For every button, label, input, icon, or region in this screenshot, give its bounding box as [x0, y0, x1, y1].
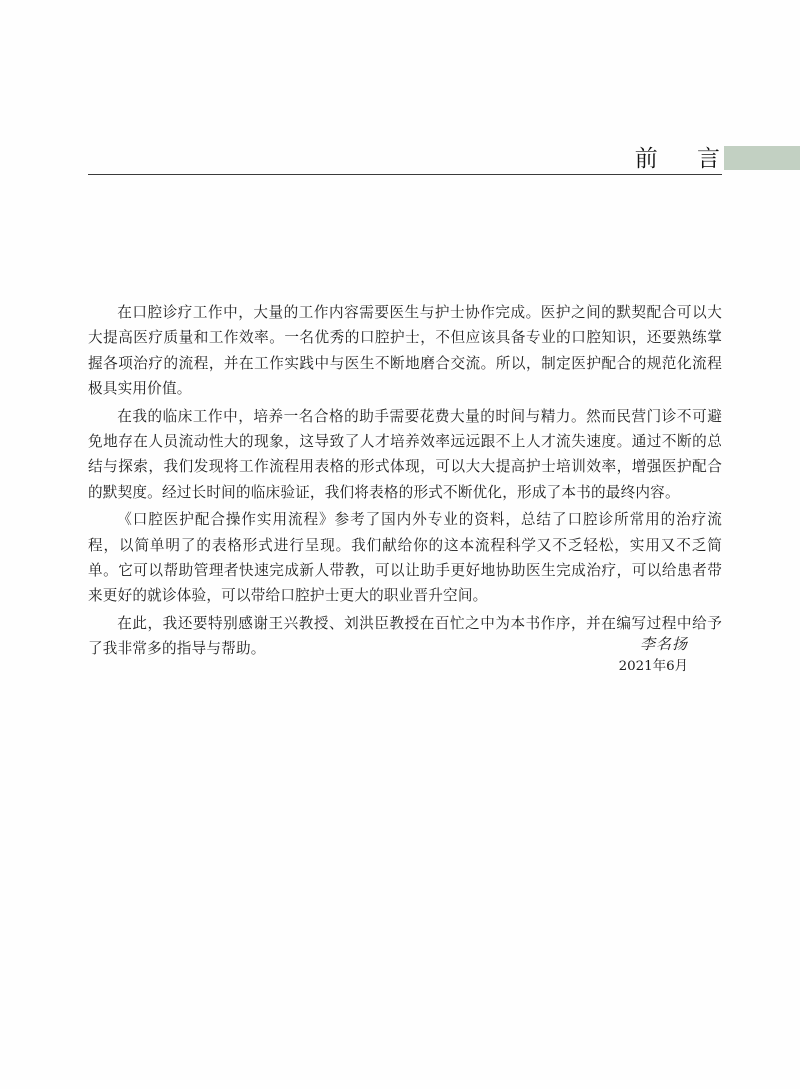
- header-divider: [88, 174, 722, 175]
- paragraph: 在此，我还要特别感谢王兴教授、刘洪臣教授在百忙之中为本书作序，并在编写过程中给予了我非常多的指导与帮助。: [88, 614, 722, 658]
- paragraph: 在我的临床工作中，培养一名合格的助手需要花费大量的时间与精力。然而民营门诊不可避免地存在人员流动性大的现象，这导致了人才培养效率远远跟不上人才流失速度。通过不断的总结与探索，我们发现将工作流程用表格的形式体现，可以大大提高护士培训效率，增强医护配合的默契度。经过长时间的临床验证，我们将表格的形式不断优化，形成了本书的最终内容。: [88, 407, 722, 501]
- header-accent-swatch: [724, 146, 800, 170]
- author-name: 李名扬: [639, 635, 688, 653]
- page-header: [0, 128, 800, 188]
- preface-body: [88, 300, 722, 664]
- signature-date: 2021年6月: [618, 659, 688, 674]
- signature-block: [88, 632, 722, 678]
- page-title: 前 言: [634, 146, 722, 172]
- paragraph: 《口腔医护配合操作实用流程》参考了国内外专业的资料，总结了口腔诊所常用的治疗流程，以简单明了的表格形式进行呈现。我们献给你的这本流程科学又不乏轻松，实用又不乏简单。它可以帮助管理者快速完成新人带教，可以让助手更好地协助医生完成治疗，可以给患者带来更好的就诊体验，可以带给口腔护士更大的职业晋升空间。: [88, 511, 722, 605]
- paragraph: 在口腔诊疗工作中，大量的工作内容需要医生与护士协作完成。医护之间的默契配合可以大大提高医疗质量和工作效率。一名优秀的口腔护士，不但应该具备专业的口腔知识，还要熟练掌握各项治疗的流程，并在工作实践中与医生不断地磨合交流。所以，制定医护配合的规范化流程极具实用价值。: [88, 304, 722, 398]
